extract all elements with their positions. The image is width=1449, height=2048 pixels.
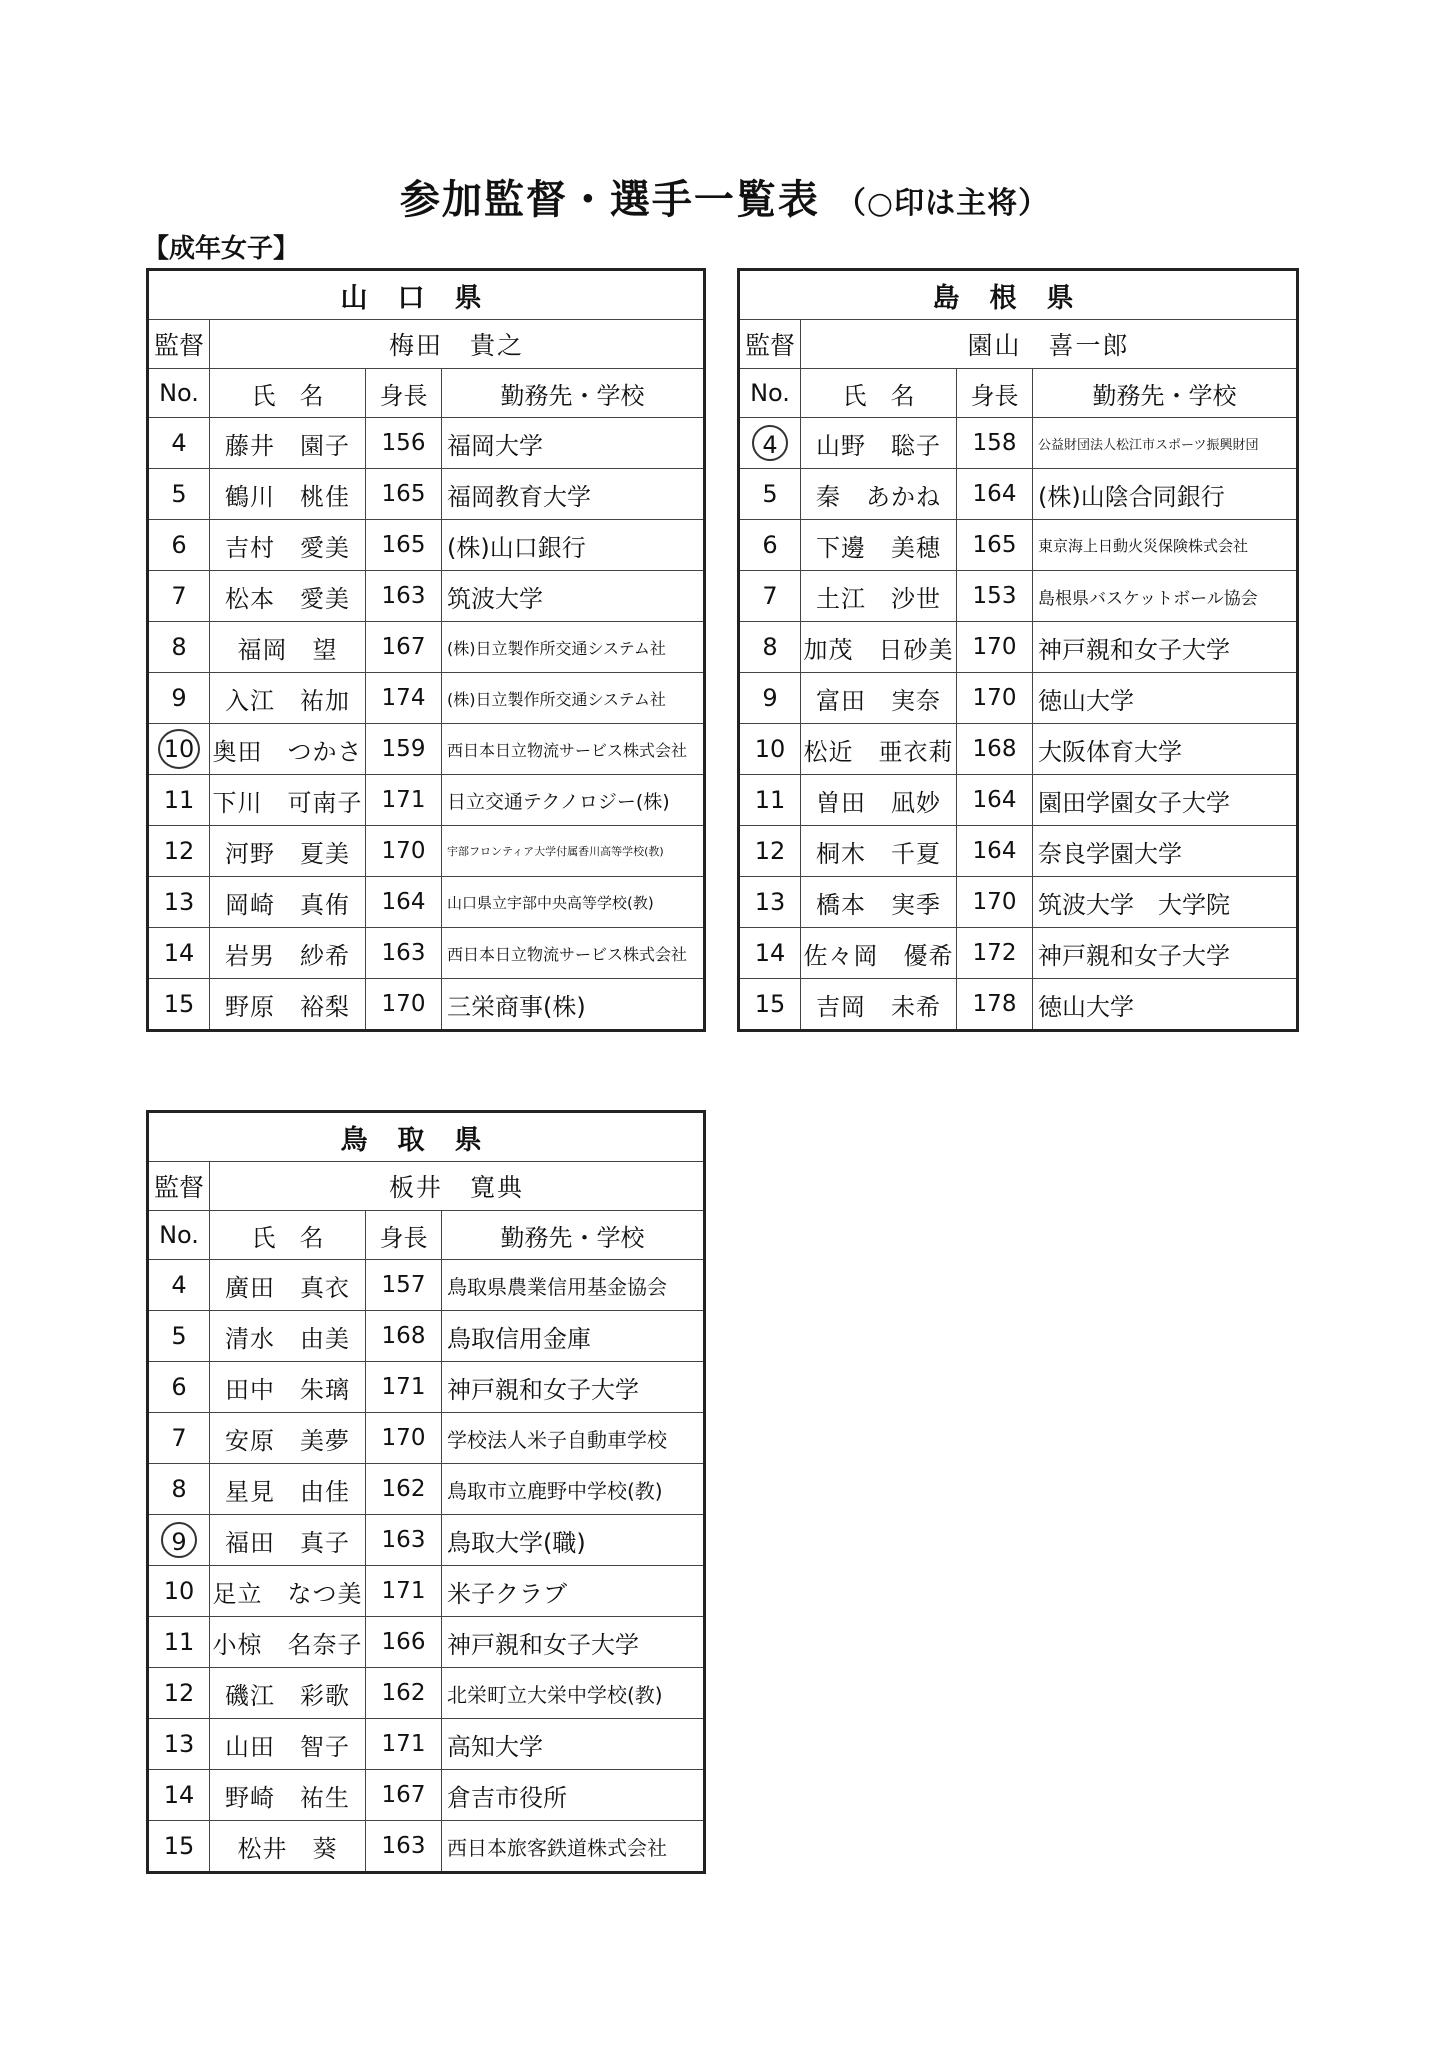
table-row: [739, 469, 1298, 520]
player-height: 170: [957, 877, 1033, 928]
player-affiliation: 島根県バスケットボール協会: [1033, 571, 1298, 622]
table-row: [148, 1260, 705, 1311]
player-no: 6: [739, 520, 801, 571]
player-affiliation: 徳山大学: [1033, 673, 1298, 724]
player-height: 165: [366, 520, 442, 571]
coach-name: 板井 寛典: [210, 1162, 705, 1211]
player-height: 171: [366, 775, 442, 826]
table-row: [148, 1362, 705, 1413]
table-row: [739, 571, 1298, 622]
player-no: 11: [148, 775, 210, 826]
player-height: 171: [366, 1362, 442, 1413]
player-name: 廣田 真衣: [210, 1260, 366, 1311]
player-name: 吉岡 未希: [801, 979, 957, 1031]
team-table-yamaguchi: [146, 268, 706, 1032]
player-no: 8: [148, 1464, 210, 1515]
player-height: 164: [957, 775, 1033, 826]
player-name: 秦 あかね: [801, 469, 957, 520]
player-name: 松本 愛美: [210, 571, 366, 622]
table-row: [148, 724, 705, 775]
player-name: 河野 夏美: [210, 826, 366, 877]
table-row: [739, 826, 1298, 877]
player-height: 170: [957, 673, 1033, 724]
player-no: 8: [739, 622, 801, 673]
player-affiliation: 倉吉市役所: [442, 1770, 705, 1821]
player-no: 7: [148, 1413, 210, 1464]
player-affiliation: 鳥取市立鹿野中学校(教): [442, 1464, 705, 1515]
player-height: 162: [366, 1668, 442, 1719]
player-height: 164: [366, 877, 442, 928]
player-no: 15: [739, 979, 801, 1031]
player-no: 6: [148, 1362, 210, 1413]
player-name: 入江 祐加: [210, 673, 366, 724]
player-affiliation: 西日本日立物流サービス株式会社: [442, 928, 705, 979]
player-affiliation: 学校法人米子自動車学校: [442, 1413, 705, 1464]
player-height: 157: [366, 1260, 442, 1311]
coach-label: 監督: [739, 320, 801, 369]
team-table-shimane: [737, 268, 1299, 1032]
col-header-name: 氏 名: [210, 1211, 366, 1260]
player-no: 10: [148, 1566, 210, 1617]
table-row: [739, 877, 1298, 928]
player-affiliation: 三栄商事(株): [442, 979, 705, 1031]
table-row: [739, 775, 1298, 826]
player-name: 足立 なつ美: [210, 1566, 366, 1617]
player-affiliation: 北栄町立大栄中学校(教): [442, 1668, 705, 1719]
player-no: 14: [148, 928, 210, 979]
player-height: 174: [366, 673, 442, 724]
coach-label: 監督: [148, 320, 210, 369]
prefecture-header: 山口県: [148, 270, 705, 320]
player-no: 8: [148, 622, 210, 673]
player-no: 5: [148, 1311, 210, 1362]
player-name: 松近 亜衣莉: [801, 724, 957, 775]
player-no: 13: [148, 1719, 210, 1770]
captain-circle: 10: [158, 729, 200, 769]
player-no: 5: [739, 469, 801, 520]
table-row: [148, 622, 705, 673]
col-header-affiliation: 勤務先・学校: [1033, 369, 1298, 418]
player-name: 小椋 名奈子: [210, 1617, 366, 1668]
table-row: [148, 928, 705, 979]
player-name: 藤井 園子: [210, 418, 366, 469]
player-affiliation: 西日本日立物流サービス株式会社: [442, 724, 705, 775]
player-height: 164: [957, 469, 1033, 520]
player-height: 163: [366, 1821, 442, 1873]
player-no: 12: [148, 1668, 210, 1719]
player-height: 156: [366, 418, 442, 469]
player-affiliation: 高知大学: [442, 1719, 705, 1770]
table-row: [739, 724, 1298, 775]
player-name: 桐木 千夏: [801, 826, 957, 877]
player-affiliation: 鳥取大学(職): [442, 1515, 705, 1566]
player-height: 158: [957, 418, 1033, 469]
player-affiliation: 福岡教育大学: [442, 469, 705, 520]
table-row: [148, 1566, 705, 1617]
player-height: 166: [366, 1617, 442, 1668]
table-row: [148, 1719, 705, 1770]
player-affiliation: 神戸親和女子大学: [442, 1362, 705, 1413]
player-affiliation: 宇部フロンティア大学付属香川高等学校(教): [442, 826, 705, 877]
category-label: 【成年女子】: [143, 234, 300, 264]
player-name: 富田 実奈: [801, 673, 957, 724]
coach-label: 監督: [148, 1162, 210, 1211]
table-row: [148, 520, 705, 571]
player-name: 野原 裕梨: [210, 979, 366, 1031]
table-row: [148, 418, 705, 469]
player-height: 163: [366, 1515, 442, 1566]
player-name: 山田 智子: [210, 1719, 366, 1770]
prefecture-header: 島根県: [739, 270, 1298, 320]
player-no: 11: [148, 1617, 210, 1668]
player-affiliation: 神戸親和女子大学: [442, 1617, 705, 1668]
player-affiliation: 筑波大学 大学院: [1033, 877, 1298, 928]
player-name: 山野 聡子: [801, 418, 957, 469]
table-row: [148, 826, 705, 877]
table-row: [739, 928, 1298, 979]
player-height: 164: [957, 826, 1033, 877]
player-height: 172: [957, 928, 1033, 979]
player-height: 159: [366, 724, 442, 775]
col-header-no: No.: [739, 369, 801, 418]
table-row: [148, 877, 705, 928]
table-row: [148, 1617, 705, 1668]
table-row: [148, 1311, 705, 1362]
table-row: [148, 1464, 705, 1515]
player-height: 171: [366, 1719, 442, 1770]
captain-note: （○印は主将）: [835, 186, 1050, 221]
player-height: 178: [957, 979, 1033, 1031]
player-name: 野崎 祐生: [210, 1770, 366, 1821]
player-affiliation: 神戸親和女子大学: [1033, 928, 1298, 979]
player-name: 福田 真子: [210, 1515, 366, 1566]
player-no: 6: [148, 520, 210, 571]
player-affiliation: 大阪体育大学: [1033, 724, 1298, 775]
table-row: [148, 673, 705, 724]
col-header-affiliation: 勤務先・学校: [442, 1211, 705, 1260]
player-no: 11: [739, 775, 801, 826]
prefecture-header: 鳥取県: [148, 1112, 705, 1162]
col-header-no: No.: [148, 1211, 210, 1260]
table-row: [739, 979, 1298, 1031]
table-row: [739, 622, 1298, 673]
player-affiliation: 筑波大学: [442, 571, 705, 622]
player-name: 曽田 凪妙: [801, 775, 957, 826]
player-affiliation: 鳥取県農業信用基金協会: [442, 1260, 705, 1311]
col-header-height: 身長: [366, 369, 442, 418]
col-header-name: 氏 名: [210, 369, 366, 418]
player-no: 12: [739, 826, 801, 877]
player-height: 163: [366, 571, 442, 622]
player-no: 13: [739, 877, 801, 928]
title-text: 参加監督・選手一覧表: [399, 177, 820, 223]
player-affiliation: 鳥取信用金庫: [442, 1311, 705, 1362]
player-no: 13: [148, 877, 210, 928]
player-no: 5: [148, 469, 210, 520]
player-no: 14: [739, 928, 801, 979]
player-affiliation: 徳山大学: [1033, 979, 1298, 1031]
team-table-tottori: [146, 1110, 706, 1874]
player-no: 15: [148, 979, 210, 1031]
coach-name: 園山 喜一郎: [801, 320, 1298, 369]
player-affiliation: (株)日立製作所交通システム社: [442, 673, 705, 724]
player-height: 170: [366, 1413, 442, 1464]
player-name: 福岡 望: [210, 622, 366, 673]
player-name: 佐々岡 優希: [801, 928, 957, 979]
player-height: 170: [957, 622, 1033, 673]
player-affiliation: 山口県立宇部中央高等学校(教): [442, 877, 705, 928]
player-height: 163: [366, 928, 442, 979]
player-affiliation: 日立交通テクノロジー(株): [442, 775, 705, 826]
player-height: 162: [366, 1464, 442, 1515]
player-name: 星見 由佳: [210, 1464, 366, 1515]
table-row: [148, 469, 705, 520]
player-height: 168: [957, 724, 1033, 775]
player-name: 田中 朱璃: [210, 1362, 366, 1413]
player-no: 7: [739, 571, 801, 622]
player-name: 鶴川 桃佳: [210, 469, 366, 520]
coach-name: 梅田 貴之: [210, 320, 705, 369]
player-affiliation: (株)日立製作所交通システム社: [442, 622, 705, 673]
player-no-captain: [148, 724, 210, 775]
player-no: 4: [148, 1260, 210, 1311]
table-row: [148, 571, 705, 622]
player-affiliation: 園田学園女子大学: [1033, 775, 1298, 826]
player-affiliation: (株)山口銀行: [442, 520, 705, 571]
player-no-captain: [148, 1515, 210, 1566]
table-row: [148, 1821, 705, 1873]
player-no: 15: [148, 1821, 210, 1873]
player-name: 加茂 日砂美: [801, 622, 957, 673]
player-no: 9: [739, 673, 801, 724]
player-name: 岡崎 真侑: [210, 877, 366, 928]
player-name: 松井 葵: [210, 1821, 366, 1873]
player-affiliation: 東京海上日動火災保険株式会社: [1033, 520, 1298, 571]
player-name: 岩男 紗希: [210, 928, 366, 979]
player-affiliation: 公益財団法人松江市スポーツ振興財団: [1033, 418, 1298, 469]
player-no: 10: [739, 724, 801, 775]
player-name: 安原 美夢: [210, 1413, 366, 1464]
player-affiliation: 西日本旅客鉄道株式会社: [442, 1821, 705, 1873]
player-height: 168: [366, 1311, 442, 1362]
player-name: 橋本 実季: [801, 877, 957, 928]
table-row: [739, 520, 1298, 571]
player-height: 153: [957, 571, 1033, 622]
player-affiliation: 奈良学園大学: [1033, 826, 1298, 877]
table-row: [148, 979, 705, 1031]
table-row: [739, 673, 1298, 724]
player-no: 4: [148, 418, 210, 469]
table-row: [148, 1668, 705, 1719]
player-name: 清水 由美: [210, 1311, 366, 1362]
player-height: 170: [366, 826, 442, 877]
player-name: 下邊 美穂: [801, 520, 957, 571]
captain-circle: 4: [752, 425, 788, 461]
player-height: 167: [366, 622, 442, 673]
player-height: 171: [366, 1566, 442, 1617]
table-row: [148, 775, 705, 826]
player-height: 167: [366, 1770, 442, 1821]
player-no: 14: [148, 1770, 210, 1821]
col-header-name: 氏 名: [801, 369, 957, 418]
player-height: 165: [366, 469, 442, 520]
player-height: 170: [366, 979, 442, 1031]
captain-circle: 9: [161, 1522, 197, 1558]
player-name: 磯江 彩歌: [210, 1668, 366, 1719]
player-no: 9: [148, 673, 210, 724]
player-affiliation: 福岡大学: [442, 418, 705, 469]
player-name: 奥田 つかさ: [210, 724, 366, 775]
player-name: 吉村 愛美: [210, 520, 366, 571]
page-title: [0, 168, 1449, 225]
col-header-height: 身長: [957, 369, 1033, 418]
table-row: [148, 1515, 705, 1566]
player-height: 165: [957, 520, 1033, 571]
player-affiliation: 神戸親和女子大学: [1033, 622, 1298, 673]
player-name: 下川 可南子: [210, 775, 366, 826]
player-affiliation: 米子クラブ: [442, 1566, 705, 1617]
table-row: [739, 418, 1298, 469]
table-row: [148, 1413, 705, 1464]
col-header-height: 身長: [366, 1211, 442, 1260]
player-no: 7: [148, 571, 210, 622]
player-affiliation: (株)山陰合同銀行: [1033, 469, 1298, 520]
player-no-captain: [739, 418, 801, 469]
player-no: 12: [148, 826, 210, 877]
col-header-affiliation: 勤務先・学校: [442, 369, 705, 418]
player-name: 土江 沙世: [801, 571, 957, 622]
col-header-no: No.: [148, 369, 210, 418]
table-row: [148, 1770, 705, 1821]
